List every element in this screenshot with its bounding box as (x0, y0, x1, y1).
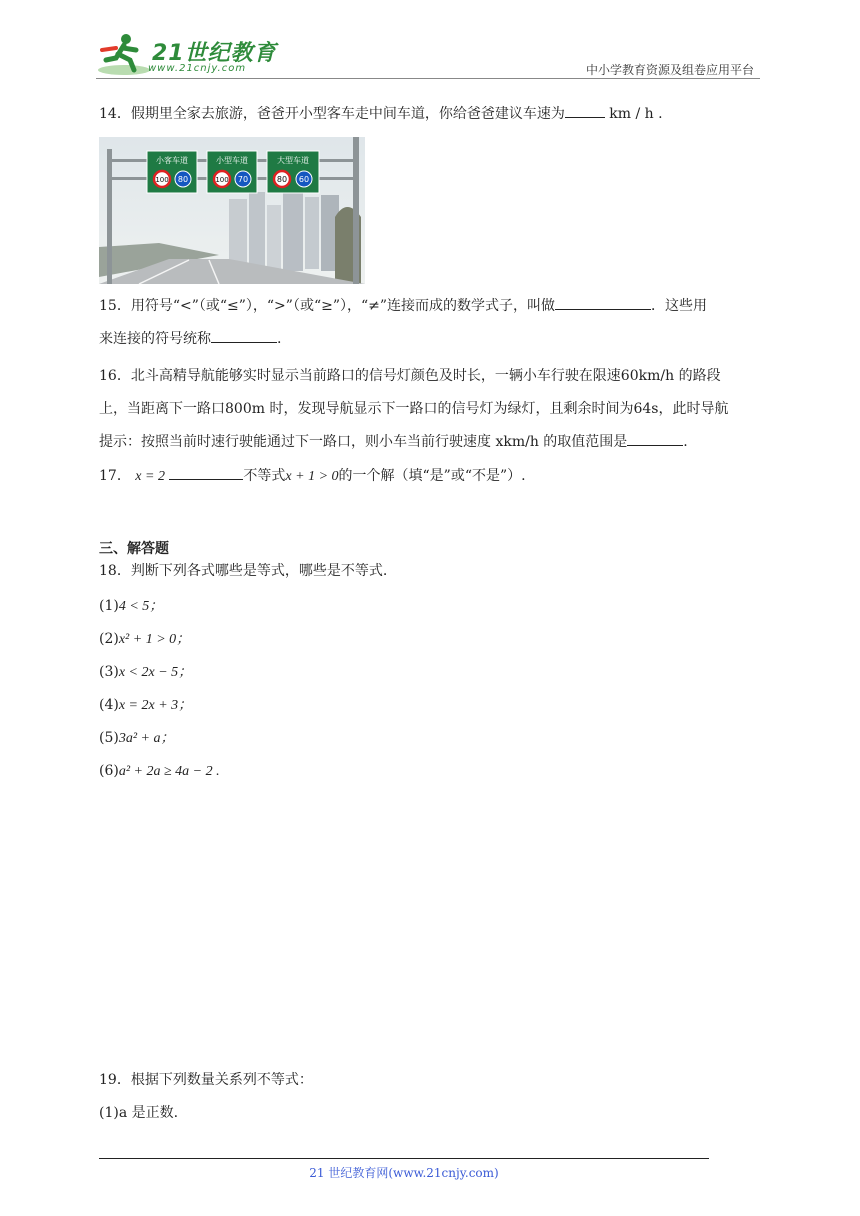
svg-text:小客车道: 小客车道 (156, 156, 188, 165)
svg-text:80: 80 (177, 175, 189, 184)
svg-text:100: 100 (215, 176, 229, 184)
q14-blank[interactable] (565, 101, 605, 118)
sign-3 (267, 151, 319, 193)
q18-item-2 (99, 623, 761, 656)
q18-item-expr: 3a² + a； (118, 731, 175, 746)
footer-divider (99, 1158, 709, 1159)
header-platform-text: 中小学教育资源及组卷应用平台 (585, 63, 754, 77)
q19-stem: 19．根据下列数量关系列不等式： (99, 1072, 313, 1088)
svg-text:大型车道: 大型车道 (277, 156, 309, 165)
header-divider (96, 78, 760, 79)
svg-text:100: 100 (155, 176, 169, 184)
q16-text-3: 提示：按照当前时速行驶能通过下一路口，则小车当前行驶速度 xkm/h 的取值范围是 (99, 434, 628, 450)
page-header (96, 30, 760, 80)
q18-item-expr: x² + 1 > 0； (118, 632, 191, 647)
logo-url: www.21cnjy.com (148, 63, 247, 74)
q16-line-3 (99, 426, 761, 459)
question-17 (99, 460, 761, 493)
q18-item-number: (3) (99, 664, 119, 680)
question-18 (99, 555, 761, 788)
q18-item-expr: a² + 2a ≥ 4a − 2 . (118, 764, 220, 779)
q15-text-2: 来连接的符号统称 (99, 331, 211, 347)
q15-text-1: 15．用符号“<”（或“≤”），“>”（或“≥”），“≠”连接而成的数学式子，叫做 (99, 298, 556, 314)
q17-number: 17． (99, 468, 131, 484)
q18-item-expr: 4 < 5； (118, 599, 164, 614)
q18-item-number: (6) (99, 763, 119, 779)
logo (96, 30, 296, 78)
q15-line-2 (99, 323, 761, 356)
q14-unit: km / h . (609, 106, 663, 122)
q18-item-expr: x < 2x − 5； (118, 665, 193, 680)
q18-item-number: (1) (99, 598, 119, 614)
q16-line-1: 16．北斗高精导航能够实时显示当前路口的信号灯颜色及时长，一辆小车行驶在限速60km/h 的路段 (99, 368, 721, 384)
question-14 (99, 98, 761, 131)
q17-expr-1: x = 2 (135, 469, 165, 484)
q18-item-5 (99, 722, 761, 755)
q18-item-number: (2) (99, 631, 119, 647)
q18-item-3 (99, 656, 761, 689)
q15-text-2-end: . (277, 331, 282, 347)
q18-item-expr: x = 2x + 3； (118, 698, 193, 713)
q18-item-1 (99, 590, 761, 623)
q17-end-text: 的一个解（填“是”或“不是”）. (338, 468, 526, 484)
question-15 (99, 290, 761, 356)
q18-item-number: (4) (99, 697, 119, 713)
q19-item-1: (1)a 是正数. (99, 1105, 179, 1121)
sign-2 (207, 151, 257, 193)
q18-item-6 (99, 755, 761, 788)
q14-text: 14．假期里全家去旅游，爸爸开小型客车走中间车道，你给爸爸建议车速为 (99, 106, 565, 122)
svg-text:70: 70 (237, 175, 249, 184)
q16-blank[interactable] (627, 429, 683, 446)
question-16 (99, 360, 761, 459)
question-19 (99, 1064, 761, 1130)
q16-line-2: 上，当距离下一路口800m 时，发现导航显示下一路口的信号灯为绿灯，且剩余时间为64s，此时导航 (99, 401, 729, 417)
q16-text-3-end: . (683, 434, 688, 450)
q17-blank[interactable] (169, 463, 243, 480)
road-sign-photo (99, 137, 365, 284)
sign-1 (147, 151, 197, 193)
section-3-heading: 三、解答题 (99, 541, 169, 557)
q18-item-4 (99, 689, 761, 722)
svg-text:小型车道: 小型车道 (216, 156, 248, 165)
q15-text-1-end: ．这些用 (651, 298, 708, 314)
q17-mid-text: 不等式 (243, 468, 286, 484)
q17-expr-2: x + 1 > 0 (285, 469, 339, 484)
svg-text:80: 80 (276, 175, 288, 184)
q18-stem: 18．判断下列各式哪些是等式，哪些是不等式. (99, 563, 388, 579)
runner-logo-icon (96, 30, 152, 78)
q15-line-1 (99, 290, 761, 323)
q18-item-number: (5) (99, 730, 119, 746)
svg-text:60: 60 (298, 175, 310, 184)
q15-blank-1[interactable] (555, 293, 651, 310)
q15-blank-2[interactable] (211, 326, 277, 343)
footer-text: 21 世纪教育网(www.21cnjy.com) (309, 1166, 499, 1180)
logo-text: 21世纪教育 (152, 41, 277, 66)
